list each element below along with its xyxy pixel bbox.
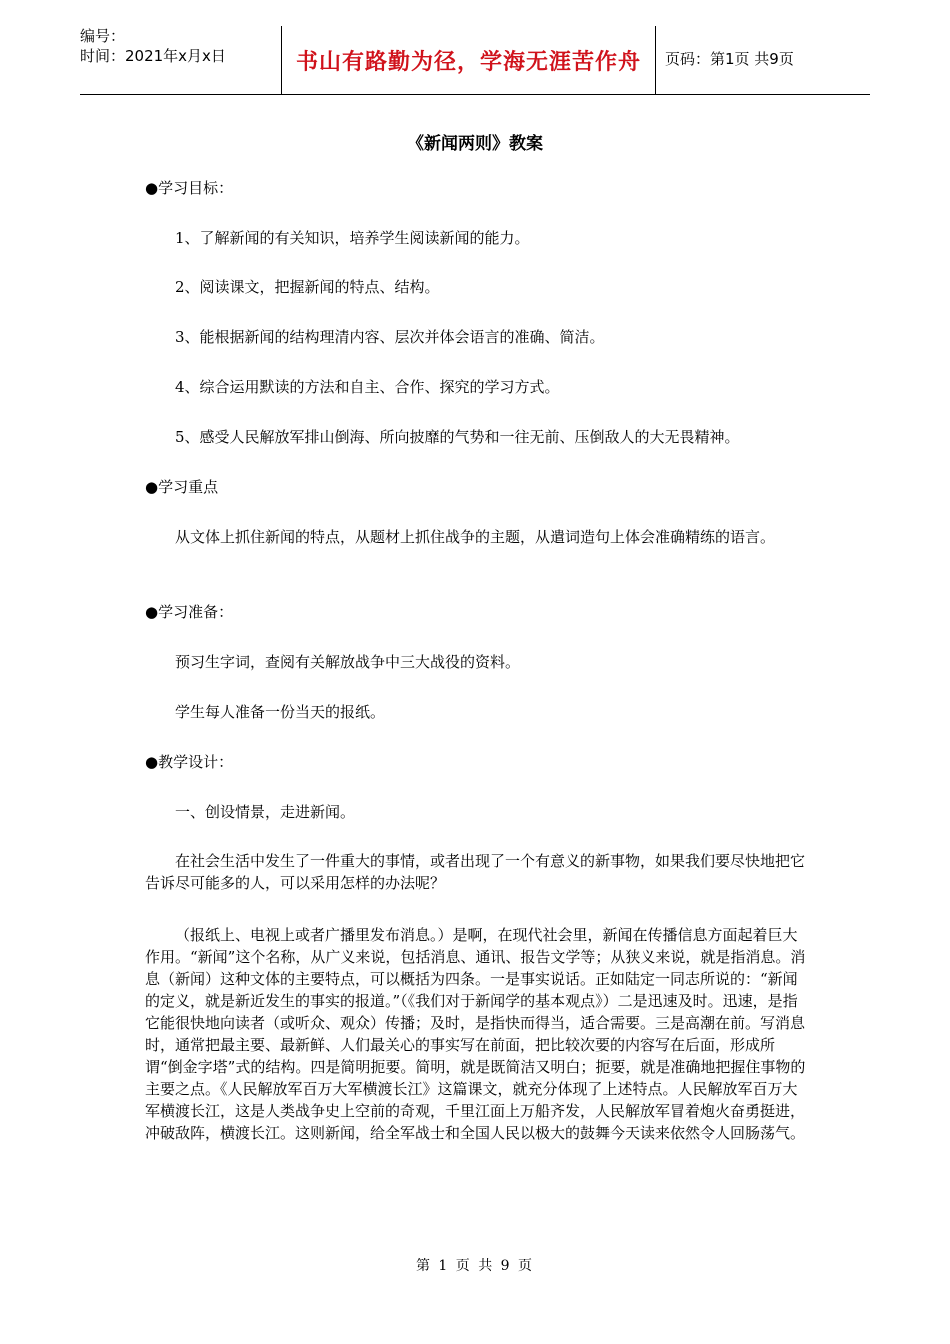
- header-page-info: 页码：第1页 共9页: [665, 50, 794, 68]
- design-step: 一、创设情景，走进新闻。: [175, 803, 356, 821]
- section-heading: ●学习准备：: [145, 603, 234, 621]
- design-paragraph: 在社会生活中发生了一件重大的事情，或者出现了一个有意义的新事物，如果我们要尽快地把它告诉尽可能多的人，可以采用怎样的办法呢？: [145, 852, 806, 892]
- header-divider: [655, 26, 656, 94]
- focus-text: 从文体上抓住新闻的特点，从题材上抓住战争的主题，从遣词造句上体会准确精练的语言。: [175, 528, 776, 546]
- page-footer: 第 1 页 共 9 页: [415, 1258, 535, 1274]
- header-meta: [80, 26, 280, 94]
- header-motto: 书山有路勤为径，学海无涯苦作舟: [295, 49, 641, 75]
- section-heading: ●学习目标：: [145, 179, 234, 197]
- document-title: 《新闻两则》教案: [407, 134, 543, 154]
- page-header: [80, 26, 870, 95]
- goal-item: 4、综合运用默读的方法和自主、合作、探究的学习方式。: [175, 378, 560, 396]
- goal-item: 1、了解新闻的有关知识，培养学生阅读新闻的能力。: [175, 229, 530, 247]
- design-paragraph: （报纸上、电视上或者广播里发布消息。）是啊，在现代社会里，新闻在传播信息方面起着巨大作用。“新闻”这个名称，从广义来说，包括消息、通讯、报告文学等；从狭义来说，就是指消息。消息（新闻）这种文体的主要特点，可以概括为四条。一是事实说话。正如陆定一同志所说的：“新闻的定义，就是新近发生的事实的报道。”（《我们对于新闻学的基本观点》）二是迅速及时。迅速，是指它能很快地向读者（或听众、观众）传播；及时，是指快而得当，适合需要。三是高潮在前。写消息时，通常把最主要、最新鲜、人们最关心的事实写在前面，把比较次要的内容写在后面，形成所谓“倒金字塔”式的结构。四是简明扼要。简明，就是既简洁又明白；扼要，就是准确地把握住事物的主要之点。《人民解放军百万大军横渡长江》这篇课文，就充分体现了上述特点。人民解放军百万大军横渡长江，这是人类战争史上空前的奇观，千里江面上万船齐发，人民解放军冒着炮火奋勇挺进，冲破敌阵，横渡长江。这则新闻，给全军战士和全国人民以极大的鼓舞今天读来依然令人回肠荡气。: [145, 926, 806, 1142]
- section-heading: ●学习重点: [145, 478, 219, 496]
- prep-item: 预习生字词，查阅有关解放战争中三大战役的资料。: [175, 653, 521, 671]
- prep-item: 学生每人准备一份当天的报纸。: [175, 703, 386, 721]
- goal-item: 3、能根据新闻的结构理清内容、层次并体会语言的准确、简洁。: [175, 328, 605, 346]
- number-label: 编号：: [80, 27, 126, 45]
- time-label: 时间：2021年x月x日: [80, 47, 226, 65]
- goal-item: 5、感受人民解放军排山倒海、所向披靡的气势和一往无前、压倒敌人的大无畏精神。: [175, 428, 740, 446]
- section-heading: ●教学设计：: [145, 753, 234, 771]
- goal-item: 2、阅读课文，把握新闻的特点、结构。: [175, 278, 440, 296]
